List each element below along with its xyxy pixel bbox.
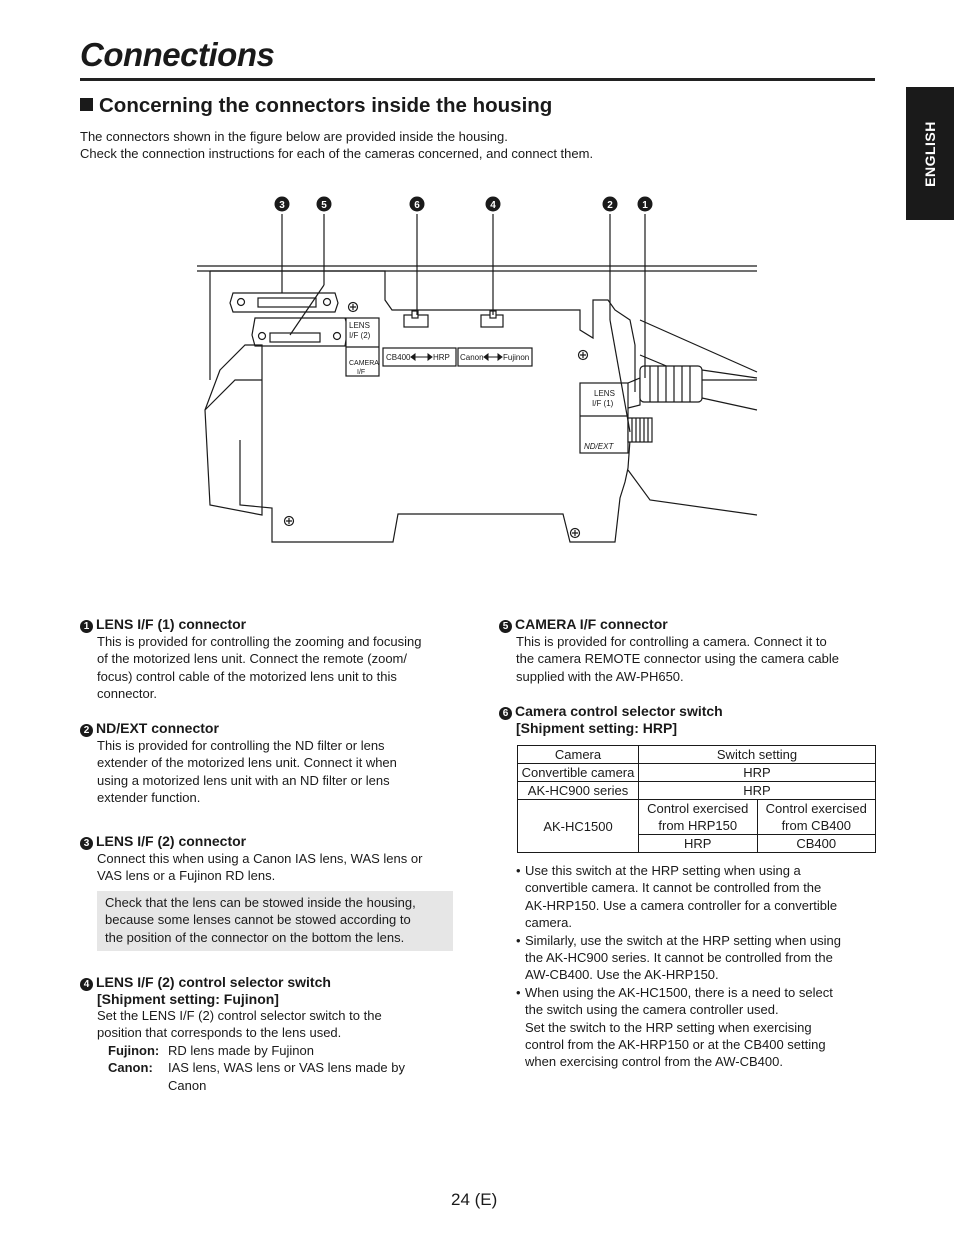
def-term-fujinon: Fujinon: — [108, 1042, 160, 1058]
item-6-heading: Camera control selector switch — [515, 703, 723, 719]
label-lens-if2-line2: I/F (2) — [349, 331, 371, 340]
item-3 — [80, 833, 460, 885]
item-2 — [80, 720, 460, 807]
page-title: Connections — [80, 36, 275, 73]
callout-2: 2 — [607, 200, 613, 211]
table-header-camera: Camera — [518, 746, 639, 764]
label-switch-hrp: HRP — [433, 353, 450, 362]
callout-3: 3 — [279, 200, 285, 211]
table-row — [518, 782, 876, 800]
item-2-heading: ND/EXT connector — [96, 720, 219, 736]
callout-4: 4 — [490, 200, 496, 211]
table-cell: CB400 — [757, 835, 876, 853]
table-cell: HRP — [639, 835, 758, 853]
item-5-text: supplied with the AW-PH650. — [516, 668, 684, 684]
item-1-text: of the motorized lens unit. Connect the remote (zoom/ — [97, 651, 407, 667]
page-number: 24 (E) — [451, 1190, 498, 1209]
item-5-number: 5 — [499, 620, 512, 633]
section-heading-text: Concerning the connectors inside the housing — [99, 94, 553, 117]
item-2-text: using a motorized lens unit with an ND filter or lens — [97, 772, 390, 788]
item-3-text: VAS lens or a Fujinon RD lens. — [97, 868, 276, 884]
label-lens-if1-line1: LENS — [594, 389, 615, 398]
label-switch-canon: Canon — [460, 353, 484, 362]
item-1-number: 1 — [80, 620, 93, 633]
def-desc-fujinon: RD lens made by Fujinon — [168, 1042, 314, 1058]
item-4-heading: LENS I/F (2) control selector switch — [96, 974, 331, 990]
item-5 — [499, 616, 879, 685]
table-row — [518, 800, 876, 835]
item-6-bullets — [516, 862, 886, 1071]
housing-connector-diagram — [190, 190, 770, 550]
def-term-canon: Canon: — [108, 1060, 153, 1076]
item-4 — [80, 974, 460, 1094]
item-1 — [80, 616, 460, 703]
table-cell — [757, 800, 876, 835]
table-cell: Convertible camera — [518, 764, 639, 782]
label-switch-cb400: CB400 — [386, 353, 411, 362]
language-tab-label: ENGLISH — [922, 120, 938, 187]
label-nd-ext: ND/EXT — [584, 442, 614, 451]
list-item — [516, 984, 886, 1071]
item-5-text: This is provided for controlling a camera. Connect it to — [516, 634, 827, 649]
item-1-text: focus) control cable of the motorized lens unit to this — [97, 668, 397, 684]
bullet-line: when exercising control from the AW-CB400. — [525, 1054, 783, 1070]
square-bullet-icon — [80, 98, 93, 111]
table-cell: AK-HC1500 — [518, 800, 639, 853]
cell-line: from HRP150 — [658, 818, 738, 833]
table-row — [518, 764, 876, 782]
item-3-note — [97, 891, 453, 951]
intro-line-1: The connectors shown in the figure below are provided inside the housing. — [80, 129, 508, 144]
callout-1: 1 — [642, 200, 648, 211]
table-header-row — [518, 746, 876, 764]
callout-5: 5 — [321, 200, 327, 211]
label-lens-if1-line2: I/F (1) — [592, 399, 614, 408]
item-3-number: 3 — [80, 837, 93, 850]
item-5-heading: CAMERA I/F connector — [515, 616, 668, 632]
table-cell: AK-HC900 series — [518, 782, 639, 800]
list-item — [516, 932, 886, 984]
bullet-line: control from the AK-HRP150 or at the CB400 setting — [525, 1037, 826, 1053]
cell-line: from CB400 — [781, 818, 851, 833]
item-2-text: extender function. — [97, 790, 201, 806]
table-cell — [639, 800, 758, 835]
label-lens-if2-line1: LENS — [349, 321, 370, 330]
bullet-line: AW-CB400. Use the AK-HRP150. — [525, 967, 719, 983]
item-3-heading: LENS I/F (2) connector — [96, 833, 247, 849]
item-5-text: the camera REMOTE connector using the camera cable — [516, 651, 839, 667]
item-4-number: 4 — [80, 978, 93, 991]
note-line: the position of the connector on the bottom the lens. — [105, 929, 405, 945]
item-2-text: extender of the motorized lens unit. Connect it when — [97, 755, 397, 771]
note-line: Check that the lens can be stowed inside the housing, — [105, 895, 416, 910]
item-2-number: 2 — [80, 724, 93, 737]
cell-line: Control exercised — [647, 801, 749, 816]
switch-setting-table — [517, 745, 876, 853]
table-cell: HRP — [639, 782, 876, 800]
label-camera-if-line1: CAMERA — [349, 360, 379, 367]
bullet-line: Set the switch to the HRP setting when exercising — [525, 1019, 812, 1035]
section-heading — [80, 94, 552, 118]
cell-line: Control exercised — [765, 801, 867, 816]
label-switch-fujinon: Fujinon — [503, 353, 530, 362]
item-4-heading-setting: [Shipment setting: Fujinon] — [97, 991, 279, 1007]
item-3-text: Connect this when using a Canon IAS lens, WAS lens or — [97, 851, 423, 866]
bullet-line: convertible camera. It cannot be controlled from the — [525, 880, 822, 896]
table-header-switch: Switch setting — [639, 746, 876, 764]
item-2-text: This is provided for controlling the ND filter or lens — [97, 738, 385, 753]
callout-markers — [275, 197, 653, 212]
callout-6: 6 — [414, 200, 420, 211]
item-6 — [499, 703, 879, 736]
item-4-text: Set the LENS I/F (2) control selector switch to the — [97, 1008, 382, 1023]
note-line: because some lenses cannot be stowed according to — [105, 912, 411, 928]
def-desc-canon-cont: Canon — [168, 1077, 207, 1093]
title-rule — [80, 78, 875, 81]
list-item — [516, 862, 886, 932]
def-desc-canon: IAS lens, WAS lens or VAS lens made by — [168, 1060, 405, 1076]
label-camera-if-line2: I/F — [357, 369, 366, 376]
table-cell: HRP — [639, 764, 876, 782]
bullet-line: AK-HRP150. Use a camera controller for a convertible — [525, 897, 838, 913]
bullet-line: the switch using the camera controller used. — [525, 1002, 779, 1018]
item-1-text: This is provided for controlling the zooming and focusing — [97, 634, 422, 649]
bullet-line: the AK-HC900 series. It cannot be controlled from the — [525, 950, 833, 966]
bullet-line: • When using the AK-HC1500, there is a need to select — [525, 984, 833, 1000]
language-tab — [906, 87, 954, 220]
item-4-text: position that corresponds to the lens used. — [97, 1025, 342, 1041]
bullet-line: • Use this switch at the HRP setting when using a — [525, 863, 801, 878]
bullet-line: • Similarly, use the switch at the HRP setting when using — [525, 932, 841, 948]
intro-line-2: Check the connection instructions for each of the cameras concerned, and connect them. — [80, 146, 594, 161]
bullet-line: camera. — [525, 915, 572, 931]
item-6-heading-setting: [Shipment setting: HRP] — [516, 720, 677, 736]
item-1-text: connector. — [97, 686, 157, 702]
item-1-heading: LENS I/F (1) connector — [96, 616, 247, 632]
item-6-number: 6 — [499, 707, 512, 720]
